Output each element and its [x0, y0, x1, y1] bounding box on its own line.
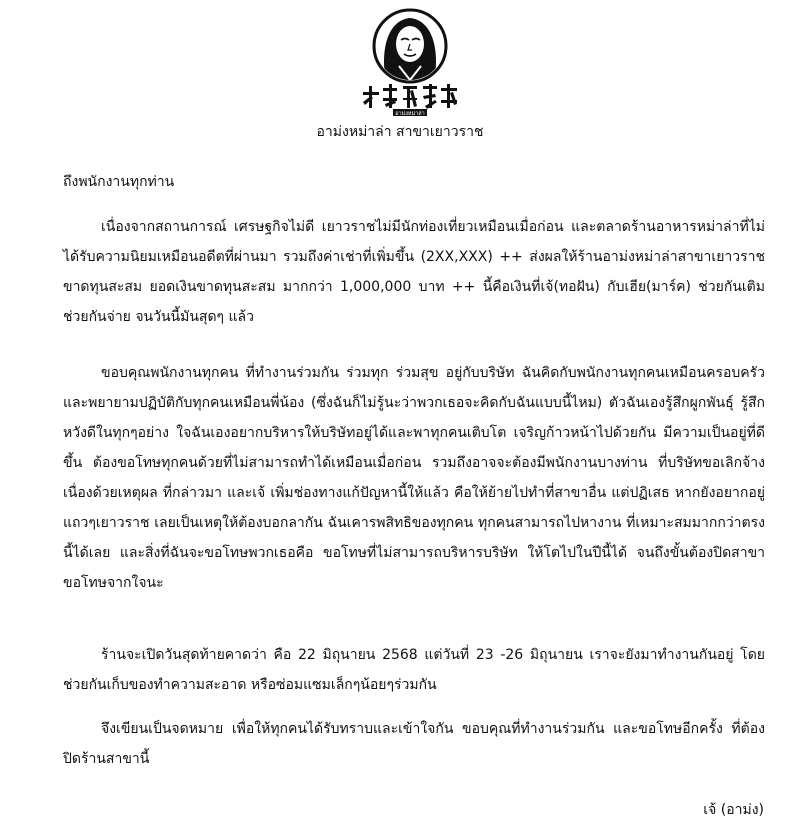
brand-logo — [355, 6, 465, 116]
logo-caption: อาม่งหม่าล่า — [395, 111, 425, 116]
letter-paragraph: จึงเขียนเป็นจดหมาย เพื่อให้ทุกคนได้รับทราบและเข้าใจกัน ขอบคุณที่ทำงานร่วมกัน และขอโทษอีกครั้ง ที่ต้องปิดร้านสาขานี้ — [63, 721, 765, 767]
letter-paragraph: ขอบคุณพนักงานทุกคน ที่ทำงานร่วมกัน ร่วมทุก ร่วมสุข อยู่กับบริษัท ฉันคิดกับพนักงานทุกคนเหมือนครอบครัว และพยายามปฏิบัติกับทุกคนเหมือนพี่น้อง (ซึ่งฉันก็ไม่รู้นะว่าพวกเธอจะคิดกับฉันแบบนี้ไหม) ตัวฉันเองรู้สึกผูกพันธุ์ รู้สึกหวังดีในทุกๆอย่าง ใจฉันเองอยากบริหารให้บริษัทอยู่ได้และพาทุกคนเติบโต เจริญก้าวหน้าไปด้วยกัน มีความเป็นอยู่ที่ดีขึ้น ต้องขอโทษทุกคนด้วยที่ไม่สามารถทำได้เหมือนเมื่อก่อน รวมถึงอาจจะต้องมีพนักงานบางท่าน ที่บริษัทขอเลิกจ้าง เนื่องด้วยเหตุผล ที่กล่าวมา และเจ้ เพิ่มช่องทางแก้ปัญหานี้ให้แล้ว คือให้ย้ายไปทำที่สาขาอื่น แต่ปฏิเสธ หากยังอยากอยู่แถวๆเยาวราช เลยเป็นเหตุให้ต้องบอกลากัน ฉันเคารพสิทธิของทุกคน ทุกคนสามารถไปหางาน ที่เหมาะสมมากกว่าตรงนี้ได้เลย และสิ่งที่ฉันจะขอโทษพวกเธอคือ ขอโทษที่ไม่สามารถบริหารบริษัท ให้โตไปในปีนี้ได้ จนถึงขั้นต้องปิดสาขา ขอโทษจากใจนะ — [63, 365, 765, 591]
letter-greeting: ถึงพนักงานทุกท่าน — [63, 174, 175, 190]
woman-portrait-logo-icon — [355, 6, 465, 116]
letter-paragraph: เนื่องจากสถานการณ์ เศรษฐกิจไม่ดี เยาวราชไม่มีนักท่องเที่ยวเหมือนเมื่อก่อน และตลาดร้านอาหารหม่าล่าที่ไม่ได้รับความนิยมเหมือนอดีตที่ผ่านมา รวมถึงค่าเช่าที่เพิ่มขึ้น (2XX,XXX) ++ ส่งผลให้ร้านอาม่งหม่าล่าสาขาเยาวราชขาดทุนสะสม ยอดเงินขาดทุนสะสม มากกว่า 1,000,000 บาท ++ นี้คือเงินที่เจ้(ทอฝัน) กับเฮีย(มาร์ค) ช่วยกันเติม ช่วยกันจ่าย จนวันนี้มันสุดๆ แล้ว — [63, 219, 765, 325]
letter-signature: เจ้ (อาม่ง) — [703, 802, 764, 818]
branch-name: อาม่งหม่าล่า สาขาเยาวราช — [316, 124, 484, 140]
letter-paragraph: ร้านจะเปิดวันสุดท้ายคาดว่า คือ 22 มิถุนายน 2568 แต่วันที่ 23 -26 มิถุนายน เราจะยังมาทำงานกันอยู่ โดยช่วยกันเก็บของทำความสะอาด หรือซ่อมแซมเล็กๆน้อยๆร่วมกัน — [63, 647, 765, 693]
